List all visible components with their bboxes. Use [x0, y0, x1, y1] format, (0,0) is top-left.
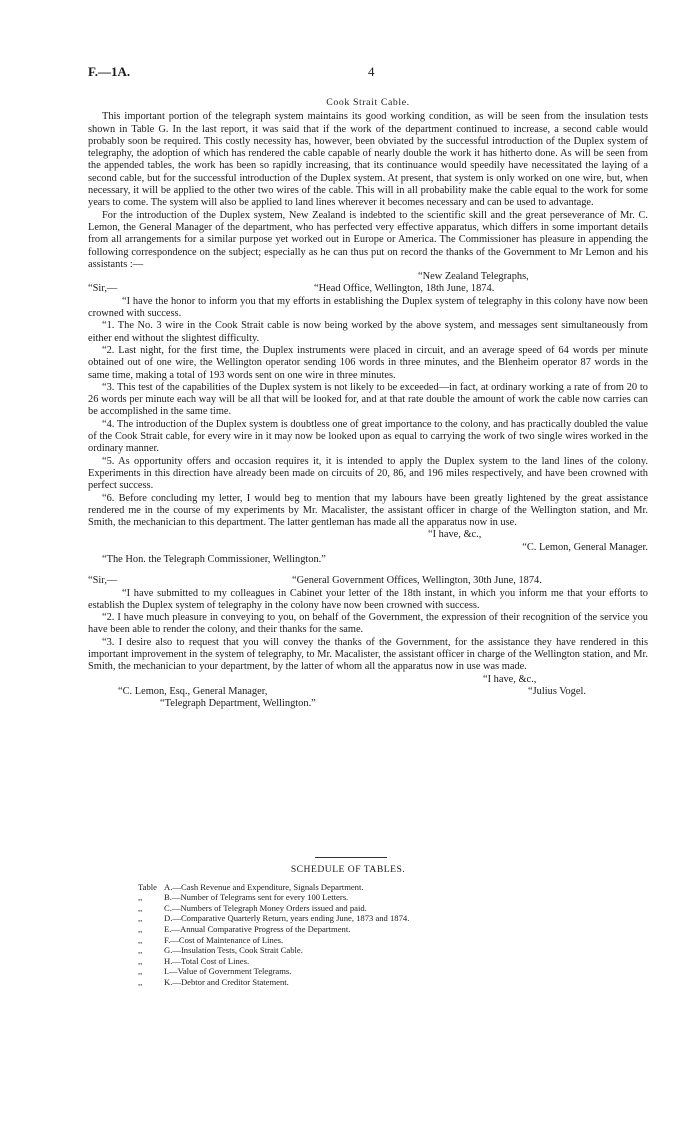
schedule-of-tables [138, 865, 558, 988]
letter1-paragraph: “6. Before concluding my letter, I would beg to mention that my labours have been greatly lightened by the great assistance rendered me in the course of my experiments by Mr. Macalister, the assistant officer in charge of the Wellington station, and Mr. Smith, the mechanician to this department. The latter gentleman has made all the apparatus now in use. [88, 492, 648, 529]
schedule-item-prefix: ,, [138, 945, 143, 956]
letter1-address-line2: “Head Office, Wellington, 18th June, 1874. [314, 283, 495, 295]
schedule-item-prefix: ,, [138, 923, 143, 934]
letter1-paragraph: “1. The No. 3 wire in the Cook Strait cable is now being worked by the above system, and messages sent simultaneously from either end without the slightest difficulty. [88, 320, 648, 344]
letter1-paragraph: “4. The introduction of the Duplex system is doubtless one of great importance to the colony, and has practically doubled the value of the Cook Strait cable, for every wire in it may now be looked upon as equal to carrying the work of two single wires worked in the ordinary manner. [88, 418, 648, 455]
schedule-item-prefix: ,, [138, 902, 143, 913]
schedule-item [138, 945, 558, 956]
letter1-paragraph: “I have the honor to inform you that my efforts in establishing the Duplex system of telegraphy in this colony have now been crowned with success. [88, 295, 648, 320]
letter2-addressee-line1: “C. Lemon, Esq., General Manager, [118, 685, 268, 697]
schedule-item [138, 977, 558, 988]
letter1-paragraph: “2. Last night, for the first time, the Duplex instruments were placed in circuit, and an average speed of 64 words per minute obtained out of one wire, the Wellington operator sending 106 words in three minutes, and the Blenheim operator 87 words in the same time, making a total of 193 words sent on one wire in three minutes. [88, 344, 648, 381]
schedule-item [138, 924, 558, 935]
schedule-item-prefix: ,, [138, 934, 143, 945]
letter2-paragraph: “3. I desire also to request that you will convey the thanks of the Government, for the assistance they have rendered in this important improvement in the system of telegraphy, to Mr. Macalister, the assistant officer in charge of the Wellington station, and Mr. Smith, the mechanician to your department, by the latter of whom all the apparatus now in use was made. [88, 636, 648, 673]
letter1-closing: “I have, &c., [428, 529, 482, 541]
schedule-item-text: A.—Cash Revenue and Expenditure, Signals Department. [164, 881, 364, 892]
schedule-item-prefix: ,, [138, 892, 143, 903]
page-header [88, 66, 648, 82]
letter1-salutation: “Sir,— [88, 283, 118, 295]
letter2-paragraph: “I have submitted to my colleagues in Cabinet your letter of the 18th instant, in which you inform me that your efforts to establish the Duplex system of telegraphy in the colony have now been crowned with success. [88, 587, 648, 611]
letter1-address-line1: “New Zealand Telegraphs, [418, 271, 529, 283]
schedule-item-text: K.—Debtor and Creditor Statement. [164, 976, 289, 987]
schedule-item [138, 882, 558, 893]
intro-paragraph: For the introduction of the Duplex system, New Zealand is indebted to the scientific skill and the great perseverance of Mr. C. Lemon, the General Manager of the department, who has perfected very effective apparatus, which differs in some important details from all arrangements for a similar purpose yet worked out in Europe or America. The Commissioner has pleasure in appending the following correspondence on the subject; especially as he can thus put on record the thanks of the Government to Mr Lemon and his assistants :— [88, 209, 648, 270]
schedule-item-text: G.—Insulation Tests, Cook Strait Cable. [164, 945, 303, 956]
schedule-item-prefix: ,, [138, 976, 143, 987]
schedule-item [138, 956, 558, 967]
section-title: Cook Strait Cable. [326, 97, 410, 108]
letter1-signature: “C. Lemon, General Manager. [522, 541, 648, 553]
schedule-item-prefix: ,, [138, 966, 143, 977]
schedule-title: SCHEDULE OF TABLES. [290, 864, 406, 875]
schedule-item-text: E.—Annual Comparative Progress of the Department. [164, 923, 351, 934]
intro-paragraph: This important portion of the telegraph system maintains its good working condition, as will be seen from the insulation tests shown in Table G. In the last report, it was said that if the work of the department continued to increase, a second cable would probably soon be required. This costly necessity has, however, been obviated by the successful introduction of the Duplex system of telegraphy, the adoption of which has rendered the cable capable of nearly double the work it has hitherto done. As will be seen from the appended tables, the work has been so rapidly increasing, that its continuance would speedily have necessitated the laying of a second cable, but for the successful introduction of the Duplex system. At present, that system is only worked on one wire, but, when necessary, it will be applied to the other two wires of the cable. This will in all probability make the cable equal to the work for some years to come. The system will also be applied to land lines wherever it becomes necessary and can be used to advantage. [88, 111, 648, 209]
schedule-item-prefix: ,, [138, 913, 143, 924]
letter2-address: “General Government Offices, Wellington, 30th June, 1874. [292, 575, 542, 587]
schedule-item-prefix: Table [138, 881, 157, 892]
letter1-paragraph: “3. This test of the capabilities of the Duplex system is not likely to be exceeded—in fact, at ordinary working a rate of from 20 to 26 words per minute each way will be all that will be looked for, and at that rate double the amount of work the cable now carries can be accomplished in the same time. [88, 381, 648, 418]
schedule-item-text: C.—Numbers of Telegraph Money Orders issued and paid. [164, 902, 367, 913]
schedule-item [138, 913, 558, 924]
schedule-item [138, 966, 558, 977]
divider-rule [315, 857, 387, 858]
schedule-item-text: F.—Cost of Maintenance of Lines. [164, 934, 284, 945]
letter1-salutation-row [88, 283, 648, 295]
letter1-addressee: “The Hon. the Telegraph Commissioner, Wellington.” [102, 553, 326, 565]
letter2-paragraph: “2. I have much pleasure in conveying to you, on behalf of the Government, the expression of their recognition of the service you have been able to render the colony, and their thanks for the same. [88, 612, 648, 636]
letter2-addressee-row [88, 686, 648, 698]
schedule-item-text: I.—Value of Government Telegrams. [164, 966, 292, 977]
letter2-signature: “Julius Vogel. [528, 685, 586, 697]
schedule-item [138, 892, 558, 903]
schedule-item [138, 935, 558, 946]
schedule-item-prefix: ,, [138, 955, 143, 966]
document-reference: F.—1A. [88, 64, 131, 79]
schedule-item [138, 903, 558, 914]
schedule-item-text: B.—Number of Telegrams sent for every 100 Letters. [164, 892, 349, 903]
spacer [88, 566, 648, 575]
schedule-item-text: D.—Comparative Quarterly Return, years ending June, 1873 and 1874. [164, 913, 410, 924]
letter1-paragraph: “5. As opportunity offers and occasion requires it, it is intended to apply the Duplex system to the land lines of the colony. Experiments in this direction have already been made on circuits of 20, 86, and 196 miles respectively, and have been crowned with perfect success. [88, 455, 648, 492]
letter2-salutation-row [88, 575, 648, 587]
letter2-salutation: “Sir,— [88, 575, 118, 587]
page-number: 4 [368, 64, 375, 79]
schedule-item-text: H.—Total Cost of Lines. [164, 955, 250, 966]
letter2-closing: “I have, &c., [483, 673, 537, 685]
main-text-column [88, 97, 648, 711]
letter2-addressee-line2: “Telegraph Department, Wellington.” [160, 698, 316, 710]
